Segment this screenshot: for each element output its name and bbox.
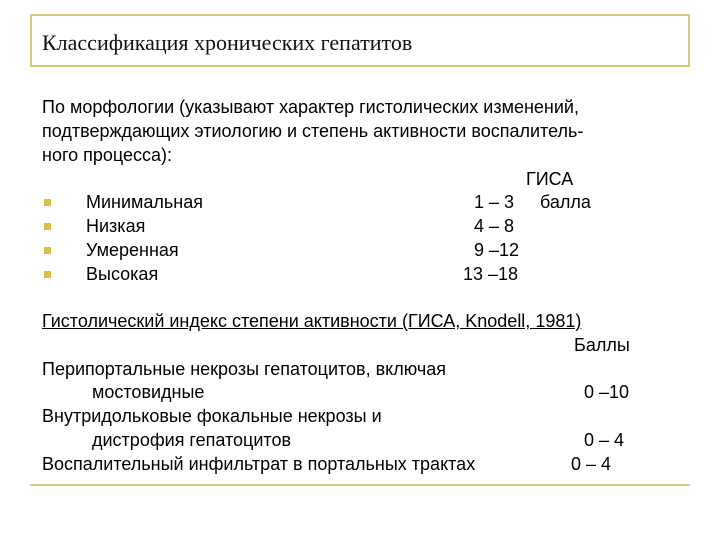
bullet-icon <box>44 199 51 206</box>
gisa-header: ГИСА <box>526 169 574 189</box>
index-row-2-line-1: Внутридольковые фокальные некрозы и <box>42 406 382 426</box>
index-row-2-line-2: дистрофия гепатоцитов <box>92 430 292 450</box>
score-header: Баллы <box>574 335 630 355</box>
intro-line-3: ного процесса): <box>42 145 173 165</box>
intro-line-1: По морфологии (указывают характер гистолических изменений, <box>42 97 579 117</box>
activity-label-moderate: Умеренная <box>86 240 179 260</box>
index-row-3-score: 0 – 4 <box>571 454 612 474</box>
activity-range-high: 13 –18 <box>463 264 519 284</box>
index-row-2-score: 0 – 4 <box>584 430 625 450</box>
footer-divider <box>30 484 690 486</box>
bullet-icon <box>44 247 51 254</box>
index-row-1-score: 0 –10 <box>584 382 630 402</box>
frame-left-border <box>30 14 32 66</box>
activity-range-moderate: 9 –12 <box>474 240 520 260</box>
bullet-icon <box>44 223 51 230</box>
slide-title: Классификация хронических гепатитов <box>42 30 413 55</box>
index-row-1-line-2: мостовидные <box>92 382 205 402</box>
intro-line-2: подтверждающих этиологию и степень активности воспалитель- <box>42 121 584 141</box>
index-heading: Гистолический индекс степени активности (ГИСА, Knodell, 1981) <box>42 311 582 331</box>
activity-label-high: Высокая <box>86 264 159 284</box>
title-divider <box>30 65 690 67</box>
activity-label-low: Низкая <box>86 216 146 236</box>
bullet-icon <box>44 271 51 278</box>
activity-range-minimal: 1 – 3 <box>474 192 515 212</box>
index-row-3-line-1: Воспалительный инфильтрат в портальных трактах <box>42 454 476 474</box>
activity-unit: балла <box>540 192 591 212</box>
frame-top-border <box>30 14 690 16</box>
activity-label-minimal: Минимальная <box>86 192 204 212</box>
frame-right-border <box>688 14 690 66</box>
index-row-1-line-1: Перипортальные некрозы гепатоцитов, включая <box>42 359 447 379</box>
activity-range-low: 4 – 8 <box>474 216 515 236</box>
